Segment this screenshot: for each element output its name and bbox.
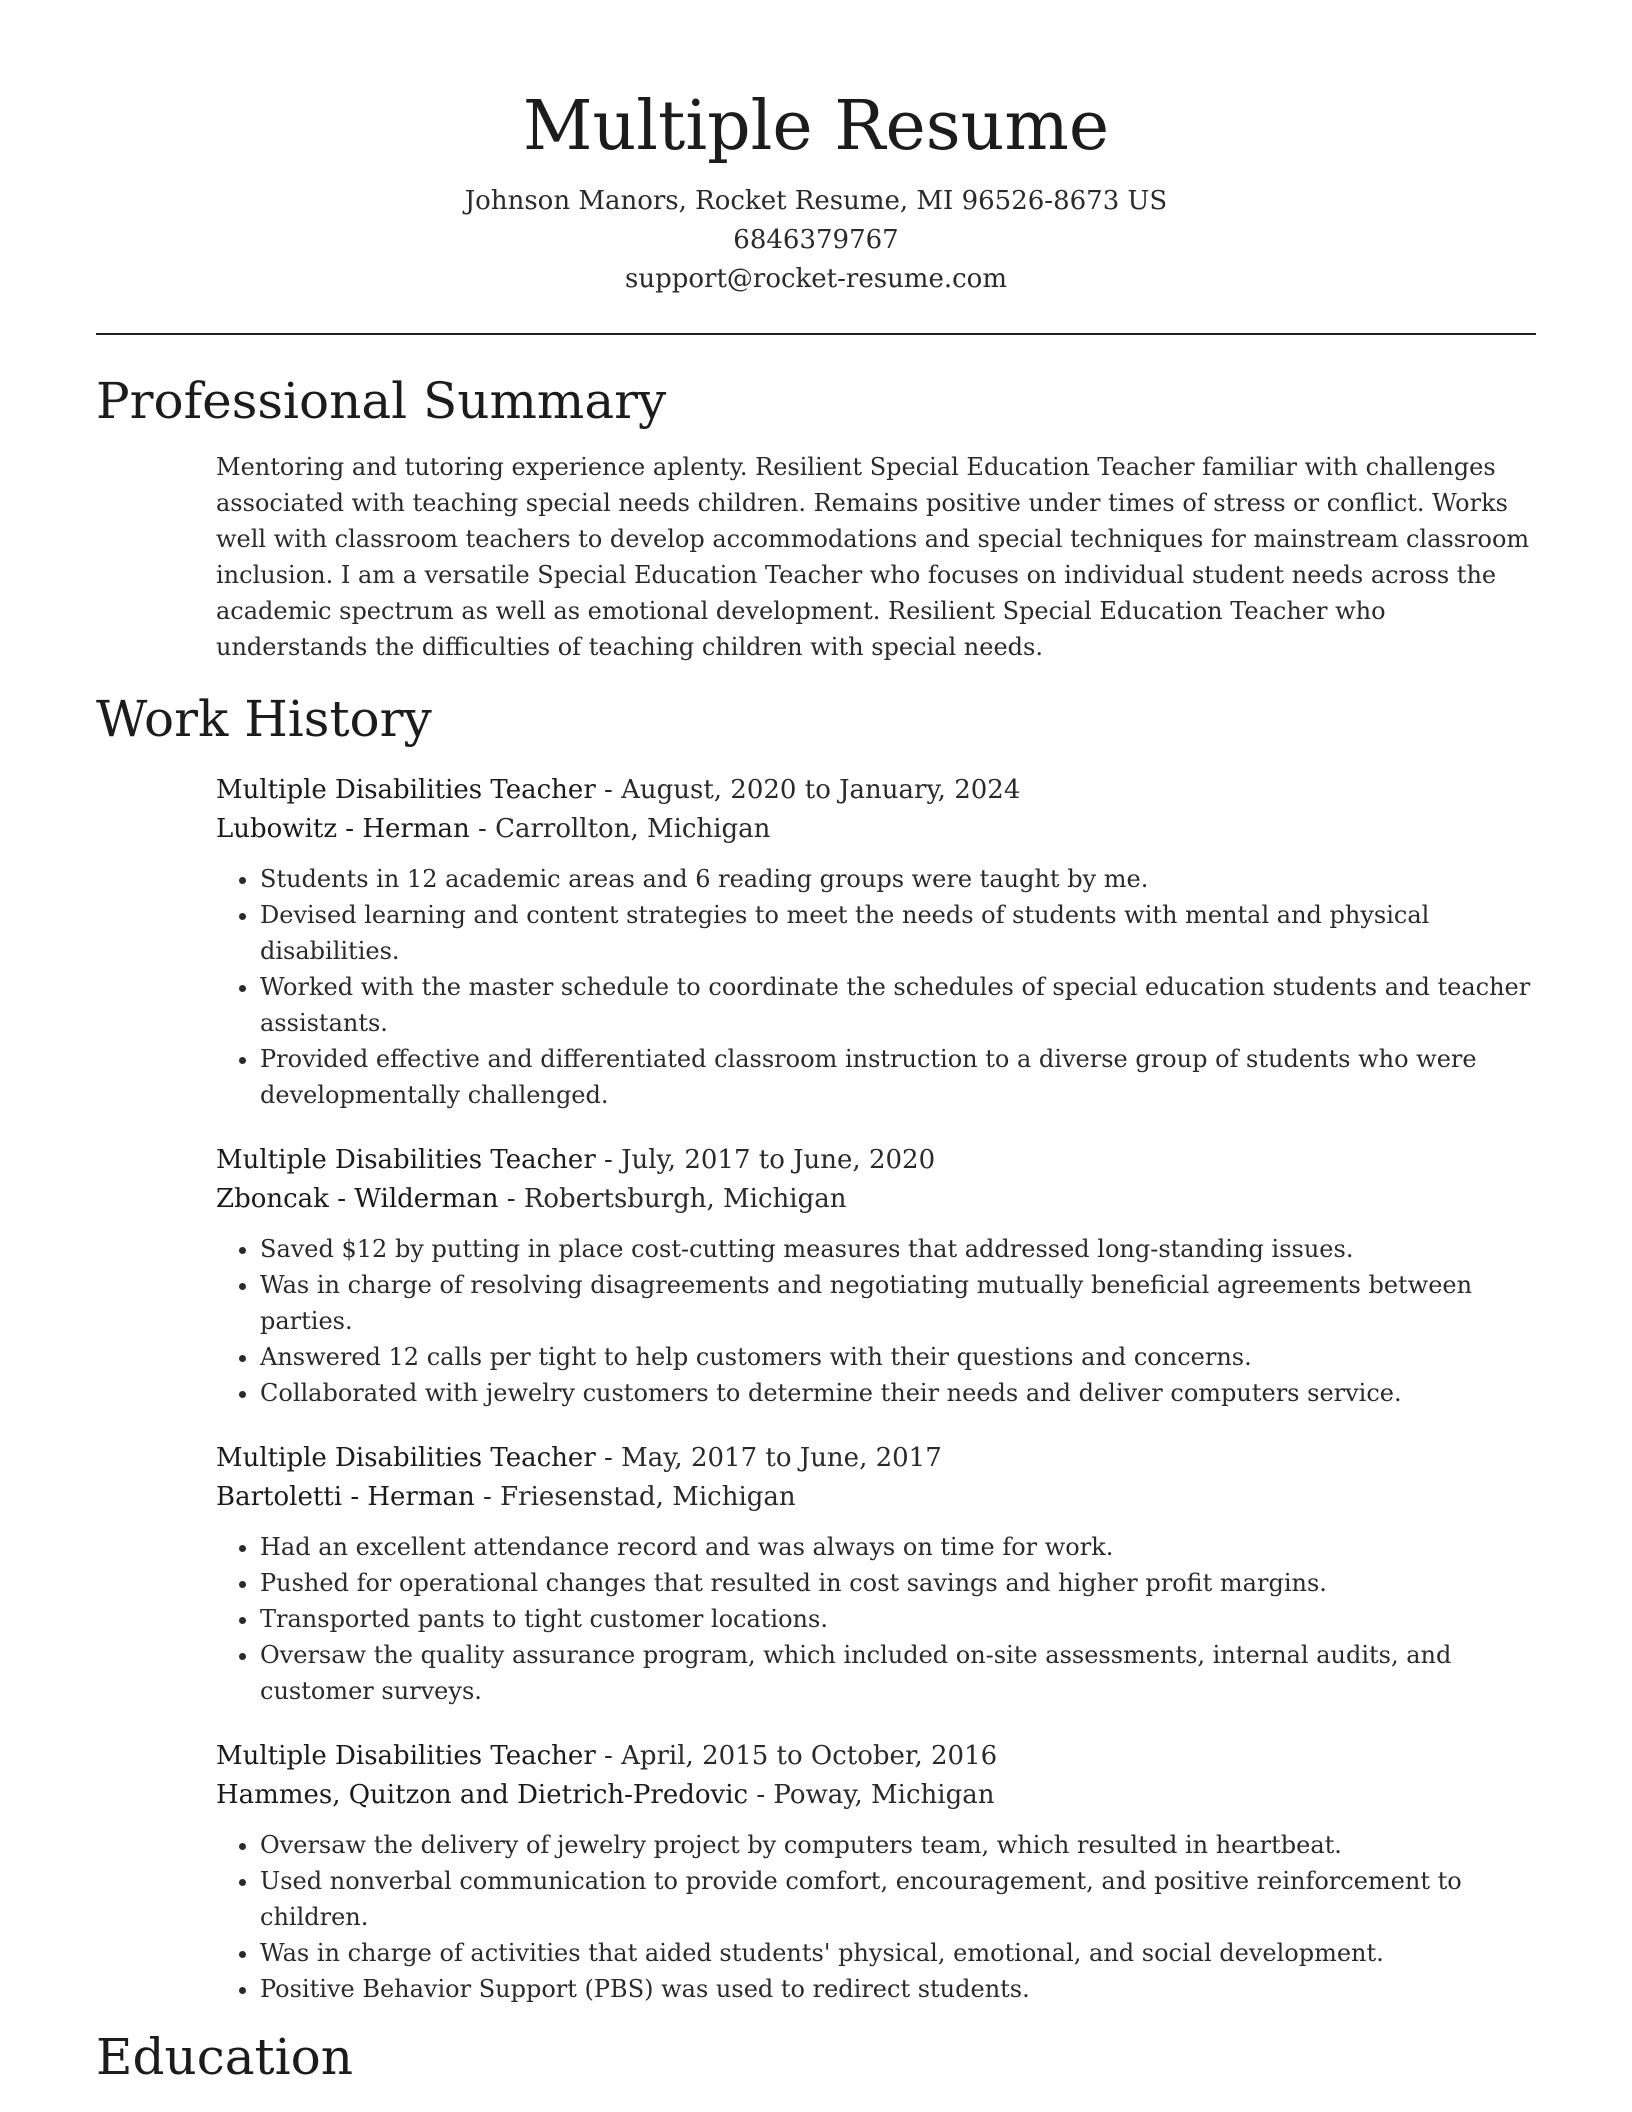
summary-body [96, 449, 1536, 665]
summary-text: Mentoring and tutoring experience aplenty. Resilient Special Education Teacher familiar with challenges associated with teaching special needs children. Remains positive under times of stress or conflict. Works well with classroom teachers to develop accommodations and special techniques for mainstream classroom inclusion. I am a versatile Special Education Teacher who focuses on individual student needs across the academic spectrum as well as emotional development. Resilient Special Education Teacher who understands the difficulties of teaching children with special needs. [216, 453, 1530, 661]
job-entry [216, 1141, 1536, 1411]
job-bullets [216, 1529, 1536, 1709]
work-history-heading: Work History [96, 690, 432, 748]
list-item: • Had an excellent attendance record and was always on time for work. [260, 1529, 1536, 1565]
list-item: • Positive Behavior Support (PBS) was used to redirect students. [260, 1971, 1536, 2007]
job-location: Poway, Michigan [773, 1780, 995, 1810]
list-item: • Transported pants to tight customer locations. [260, 1601, 1536, 1637]
job-entry [216, 1439, 1536, 1709]
contact-address: Johnson Manors, Rocket Resume, MI 96526-8673 US [464, 186, 1168, 216]
job-dates: April, 2015 to October, 2016 [621, 1741, 998, 1771]
list-item: • Answered 12 calls per tight to help customers with their questions and concerns. [260, 1339, 1536, 1375]
resume-header [96, 0, 1536, 299]
job-location: Robertsburgh, Michigan [523, 1184, 847, 1214]
list-item: • Devised learning and content strategies to meet the needs of students with mental and physical disabilities. [260, 897, 1536, 969]
job-bullets [216, 1827, 1536, 2007]
list-item: • Oversaw the delivery of jewelry project by computers team, which resulted in heartbeat. [260, 1827, 1536, 1863]
job-title-line [216, 771, 1536, 810]
work-history-list [96, 771, 1536, 2007]
list-item: • Pushed for operational changes that resulted in cost savings and higher profit margins. [260, 1565, 1536, 1601]
list-item: • Students in 12 academic areas and 6 reading groups were taught by me. [260, 861, 1536, 897]
job-company-line [216, 810, 1536, 849]
job-role: Multiple Disabilities Teacher [216, 775, 596, 805]
job-company-line [216, 1180, 1536, 1219]
job-dates: August, 2020 to January, 2024 [621, 775, 1021, 805]
separator: - [595, 1741, 622, 1771]
job-company: Bartoletti - Herman [216, 1482, 475, 1512]
job-title-line [216, 1737, 1536, 1776]
list-item: • Oversaw the quality assurance program, which included on-site assessments, internal audits, and customer surveys. [260, 1637, 1536, 1709]
education-heading: Education [96, 2028, 353, 2086]
job-company-line [216, 1776, 1536, 1815]
list-item: • Was in charge of activities that aided students' physical, emotional, and social development. [260, 1935, 1536, 1971]
list-item: • Was in charge of resolving disagreements and negotiating mutually beneficial agreements between parties. [260, 1267, 1536, 1339]
job-company: Lubowitz - Herman [216, 814, 470, 844]
job-entry [216, 771, 1536, 1113]
summary-heading: Professional Summary [96, 372, 667, 430]
job-location: Carrollton, Michigan [495, 814, 771, 844]
separator: - [474, 1482, 501, 1512]
candidate-name: Multiple Resume [522, 87, 1110, 166]
job-location: Friesenstad, Michigan [500, 1482, 796, 1512]
list-item: • Used nonverbal communication to provide comfort, encouragement, and positive reinforcement to children. [260, 1863, 1536, 1935]
job-entry [216, 1737, 1536, 2007]
job-company: Hammes, Quitzon and Dietrich-Predovic [216, 1780, 749, 1810]
job-bullets [216, 861, 1536, 1113]
job-role: Multiple Disabilities Teacher [216, 1443, 596, 1473]
job-bullets [216, 1231, 1536, 1411]
separator: - [595, 775, 622, 805]
list-item: • Worked with the master schedule to coordinate the schedules of special education students and teacher assistants. [260, 969, 1536, 1041]
job-title-line [216, 1141, 1536, 1180]
job-company: Zboncak - Wilderman [216, 1184, 499, 1214]
job-role: Multiple Disabilities Teacher [216, 1741, 596, 1771]
separator: - [595, 1145, 622, 1175]
separator: - [748, 1780, 774, 1810]
separator: - [469, 814, 496, 844]
job-title-line [216, 1439, 1536, 1478]
list-item: • Saved $12 by putting in place cost-cutting measures that addressed long-standing issues. [260, 1231, 1536, 1267]
job-dates: May, 2017 to June, 2017 [621, 1443, 942, 1473]
job-role: Multiple Disabilities Teacher [216, 1145, 596, 1175]
list-item: • Provided effective and differentiated classroom instruction to a diverse group of students who were developmentally challenged. [260, 1041, 1536, 1113]
job-company-line [216, 1478, 1536, 1517]
separator: - [498, 1184, 524, 1214]
header-divider [96, 333, 1536, 335]
separator: - [595, 1443, 622, 1473]
contact-phone: 6846379767 [733, 225, 899, 255]
contact-email: support@rocket-resume.com [624, 264, 1007, 294]
list-item: • Collaborated with jewelry customers to determine their needs and deliver computers service. [260, 1375, 1536, 1411]
job-dates: July, 2017 to June, 2020 [621, 1145, 936, 1175]
